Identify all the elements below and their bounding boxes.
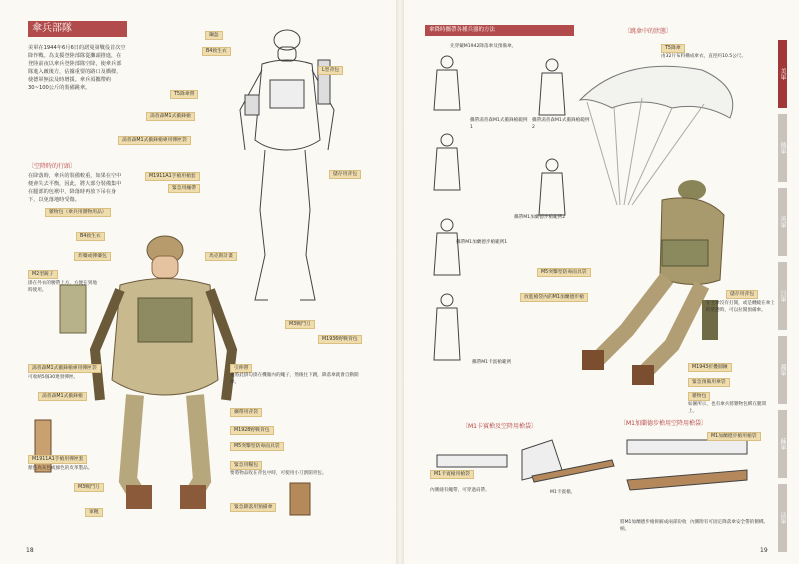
label-boots: 軍靴 bbox=[85, 508, 103, 517]
label-m2-shovel: M2型鏟子 bbox=[28, 270, 58, 279]
tab-italy[interactable]: 義軍 bbox=[778, 336, 787, 404]
note-garand: 將M1加蘭德步槍拆解成兩部份收納。 bbox=[620, 520, 687, 532]
label-b4-vest-2: B4救生衣 bbox=[76, 232, 105, 241]
note-garand-2: 內側附有可固定降落傘安全帶的側綁。 bbox=[690, 520, 769, 525]
tab-uk[interactable]: 英軍 bbox=[778, 188, 787, 256]
label-thompson-carry-2: 攜帶湯普森M1式衝鋒槍範例2 bbox=[532, 118, 590, 130]
note-thompson-mag-2: 可收納5個30連發彈匣。 bbox=[28, 375, 79, 380]
label-m5-gas: M5突擊型防毒面具袋 bbox=[230, 442, 284, 451]
label-reserve-chute: 緊急降落用預備傘 bbox=[230, 503, 276, 512]
tab-japan[interactable]: 日軍 bbox=[778, 262, 787, 330]
note-reserve-belt: 先將此掛勾掛在機艙內的繩子，然後往下跳，降落傘就會自動開傘。 bbox=[230, 373, 359, 385]
label-l-bag: L型背包 bbox=[318, 66, 343, 75]
note-m2-shovel: 掛在外衣的腰帶上方，方便在到地時使用。 bbox=[28, 281, 97, 293]
tab-us[interactable]: 美軍 bbox=[778, 40, 787, 108]
label-b4-vest: B4救生衣 bbox=[202, 47, 231, 56]
label-m3-knife-2: M3戰鬥刀 bbox=[74, 483, 104, 492]
label-t5-harness: T5降傘帶 bbox=[170, 90, 198, 99]
left-page bbox=[0, 0, 397, 564]
label-reserve-belt-r: 儲存用背包 bbox=[726, 290, 758, 299]
chapter-tabs bbox=[778, 40, 799, 558]
label-thompson-carry-1: 攜帶湯普森M1式衝鋒槍範例1 bbox=[470, 118, 528, 130]
right-page bbox=[402, 0, 799, 564]
rifle-drawings bbox=[437, 440, 747, 490]
label-m5-bag: M5突擊型防毒面具袋 bbox=[537, 268, 591, 277]
small-sketch-figures bbox=[434, 56, 565, 360]
note-reserve-belt-r: 在主傘沒有打開，或是纏繞在傘上的狀態時，可以拉開預備傘。 bbox=[706, 301, 775, 313]
label-rifle-bag: 放進槍袋內的M1加蘭德步槍 bbox=[520, 293, 588, 302]
label-emergency-ration: 緊急用糧包 bbox=[230, 461, 262, 470]
tab-ussr[interactable]: 蘇軍 bbox=[778, 410, 787, 478]
garand-heading: 〔M1加蘭德步槍用空降用槍袋〕 bbox=[620, 420, 707, 427]
label-t5-chute: T5降傘 bbox=[661, 44, 685, 53]
label-thompson-holster: 湯普森M1式衝鋒槍 bbox=[146, 112, 195, 121]
note-m1942: 先穿戴M1942降落傘及預備傘。 bbox=[450, 44, 517, 49]
action-heading: 〔空降時的行頭〕 bbox=[28, 163, 77, 170]
note-carbine-folding: 內側縫有繩帶，可穿過肩帶。 bbox=[430, 488, 490, 493]
label-gear-bag: 雜物包（傘兵用雜物用品） bbox=[45, 208, 111, 217]
action-text: 在降落時，傘兵的裝備較重，如果在空中便會失去平衡，因此，將大部分裝備集中在腿部的包袱中，降落時再放下吊在身下，以免落地時受傷。 bbox=[28, 173, 122, 203]
page-number-left: 18 bbox=[26, 547, 34, 554]
label-m1943: M1943折疊圓鍬 bbox=[688, 363, 732, 372]
label-bag: 雜物包 bbox=[688, 392, 710, 401]
tab-germany[interactable]: 德軍 bbox=[778, 114, 787, 182]
label-reserve: 緊急預備用傘袋 bbox=[688, 378, 730, 387]
label-helmet: 鋼盔 bbox=[205, 31, 223, 40]
label-m1928: M1928野戰背包 bbox=[230, 426, 274, 435]
carbine-heading: 〔M1卡賓槍及空降用槍袋〕 bbox=[462, 423, 537, 430]
label-m3-knife: M3戰鬥刀 bbox=[285, 320, 315, 329]
label-carbine-folding: M1卡賓槍用槍袋 bbox=[430, 470, 474, 479]
label-explosives-bag: 炸藥或彈藥包 bbox=[74, 252, 111, 261]
label-carbine-carry: 攜帶M1卡賓槍範例 bbox=[472, 360, 512, 365]
label-garand-bag: M1加蘭德步槍用槍袋 bbox=[707, 432, 761, 441]
label-m1-carry-2: 攜帶M1加蘭德步槍範例2 bbox=[514, 215, 566, 220]
intro-text: 美軍在1944年6月6日的諾曼第戰役首次空降作戰。為支援登陸部隊從灘頭推進，在登陸前夜以傘兵登陸部隊空降，使傘兵部隊進入敵後方，佔據重要的路口及橋樑，使德軍無法及時增援。傘兵須攜帶約30~100公斤的裝備跳傘。 bbox=[28, 45, 126, 91]
label-compass: 馬克斯計畫 bbox=[205, 252, 237, 261]
chute-heading: 〔跳傘中的狀態〕 bbox=[624, 28, 673, 35]
section-title: 傘兵部隊 bbox=[28, 21, 127, 37]
label-reserve-belt: 引伸帶 bbox=[230, 364, 252, 373]
label-carbine: M1卡賓槍。 bbox=[550, 490, 576, 495]
note-m1911-pocket: 顏色為灰色或綠色的皮革製品。 bbox=[28, 466, 93, 471]
page-number-right: 19 bbox=[760, 547, 768, 554]
label-m1-carry-1: 攜帶M1加蘭德步槍範例1 bbox=[456, 240, 508, 245]
label-gas-mask-bag: 儲存用背包 bbox=[329, 170, 361, 179]
label-thompson-2: 湯普森M1式衝鋒槍 bbox=[38, 392, 87, 401]
note-t5-chute: 由32片布料構成傘衣，直徑約10.5公尺。 bbox=[661, 54, 746, 59]
label-chest-bag: 攜帶用背袋 bbox=[230, 408, 262, 417]
methods-heading: 傘降時攜帶各種兵器的方法 bbox=[425, 25, 574, 36]
tab-france[interactable]: 法軍 bbox=[778, 484, 787, 552]
label-m1911-holster: M1911A1手槍用槍套 bbox=[145, 172, 200, 181]
label-thompson-mag: 湯普森M1式衝鋒槍專用彈匣袋 bbox=[118, 136, 191, 145]
label-m1936: M1936野戰背包 bbox=[318, 335, 362, 344]
parachute bbox=[580, 66, 733, 205]
note-emergency-ration: 要將物品收在背包中時，可使用小刀割開背包。 bbox=[230, 471, 327, 476]
note-bag: 如圖所示，也有傘兵將雜物包綁在腿間上。 bbox=[688, 402, 767, 414]
paratrooper bbox=[582, 180, 724, 385]
label-first-aid: 緊急用繃帶 bbox=[168, 184, 200, 193]
label-m1911-pocket: M1911A1手槍用彈匣套 bbox=[28, 455, 87, 464]
paratrooper-illustrations bbox=[402, 0, 799, 564]
label-thompson-mag-2: 湯普森M1式衝鋒槍專用彈匣袋 bbox=[28, 364, 101, 373]
